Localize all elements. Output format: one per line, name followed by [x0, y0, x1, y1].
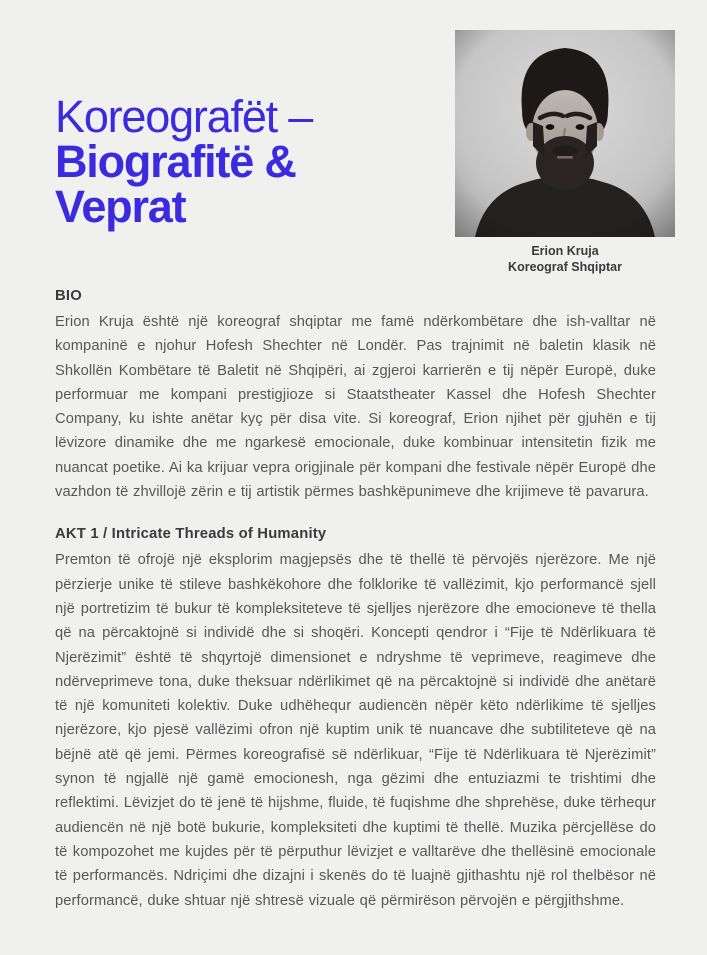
section-bio-heading: BIO [55, 288, 82, 304]
portrait-photo [455, 30, 675, 237]
portrait-role: Koreograf Shqiptar [508, 259, 622, 274]
page-title [55, 91, 455, 232]
page-title-line-3: Veprat [55, 181, 186, 232]
section-bio [55, 288, 656, 504]
portrait-name: Erion Kruja [531, 244, 599, 258]
section-bio-text: Erion Kruja është një koreograf shqiptar me famë ndërkombëtare dhe ish-valltar në kompaninë e njohur Hofesh Shechter në Londër. Pas trajnimit në baletin klasik në Shkollën Kombëtare të Baletit në Shqipëri, ai zgjeroi karrierën e tij nëpër Europë, duke performuar me kompani prestigjioze si Staatstheater Kassel dhe Hofesh Shechter Company, ku ishte anëtar kyç për disa vite. Si koreograf, Erion njihet për gjuhën e tij lëvizore dinamike dhe me ngarkesë emocionale, duke kombinuar intensitetin fizik me nuancat poetike. Ai ka krijuar vepra origjinale për kompani dhe festivale nëpër Europë dhe vazhdon të zhvillojë zërin e tij artistik përmes bashkëpunimeve dhe krijimeve të pavarura. [55, 314, 656, 501]
section-akt1 [55, 526, 656, 912]
section-akt1-text: Premton të ofrojë një eksplorim magjepsës dhe të thellë të përvojës njerëzore. Me një përzierje unike të stileve bashkëkohore dhe folklorike të vallëzimit, kjo performancë sjell një portretizim të bukur të kompleksiteteve të sjelljes njerëzore dhe emocioneve të thella që na përcaktojnë si individë dhe si shoqëri. Koncepti qendror i “Fije të Ndërlikuara të Njerëzimit” është të shqyrtojë dimensionet e ndryshme të veprimeve, reagimeve dhe ndërveprimeve tona, duke theksuar ndërlikimet që na përcaktojnë si individë dhe anëtarë të një komuniteti kolektiv. Duke udhëhequr audiencën nëpër këto ndërlikime të sjelljes njerëzore, kjo pjesë vallëzimi ofron një kuptim unik të nuancave dhe subtiliteteve që na bëjnë atë që jemi. Përmes koreografisë së ndërlikuar, “Fije të Ndërlikuara të Njerëzimit” synon të ngjallë një gamë emocionesh, nga gëzimi dhe entuziazmi te trishtimi dhe reflektimi. Lëvizjet do të jenë të hijshme, fluide, të fuqishme dhe shprehëse, duke tërhequr audiencën në një botë bukurie, kompleksiteti dhe kuptimi të thellë. Muzika përcjellëse do të kompozohet me kujdes për të përputhur lëvizjet e valltarëve dhe thellësinë emocionale të performancës. Ndriçimi dhe dizajni i skenës do të luajnë gjithashtu një rol thelbësor në performancë, duke shtuar një shtresë vizuale që përmirëson përvojën e përgjithshme. [55, 552, 656, 909]
choreographer-card [455, 30, 675, 275]
portrait-caption [455, 244, 675, 275]
page-title-line-1: Koreografët – [55, 91, 313, 142]
document-body [55, 288, 656, 913]
page-title-line-2: Biografitë & [55, 136, 296, 187]
portrait-illustration [455, 30, 675, 237]
section-akt1-heading: AKT 1 / Intricate Threads of Humanity [55, 526, 327, 543]
